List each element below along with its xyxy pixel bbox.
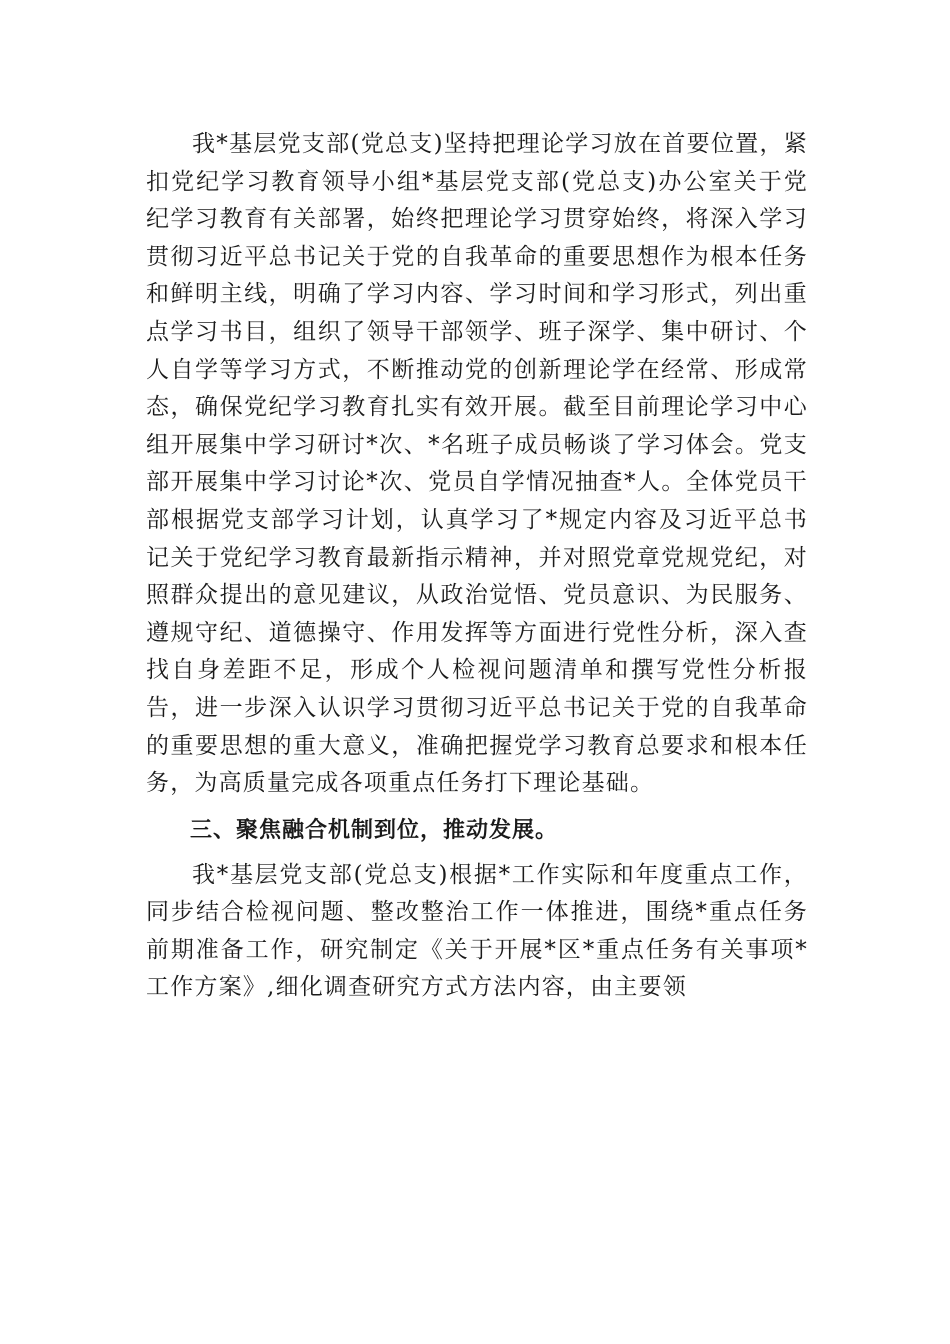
document-body bbox=[146, 126, 808, 1007]
paragraph-theory-study: 我*基层党支部(党总支)坚持把理论学习放在首要位置，紧扣党纪学习教育领导小组*基层党支部(党总支)办公室关于党纪学习教育有关部署，始终把理论学习贯穿始终，将深入学习贯彻习近平总书记关于党的自我革命的重要思想作为根本任务和鲜明主线，明确了学习内容、学习时间和学习形式，列出重点学习书目，组织了领导干部领学、班子深学、集中研讨、个人自学等学习方式，不断推动党的创新理论学在经常、形成常态，确保党纪学习教育扎实有效开展。截至目前理论学习中心组开展集中学习研讨*次、*名班子成员畅谈了学习体会。党支部开展集中学习讨论*次、党员自学情况抽查*人。全体党员干部根据党支部学习计划，认真学习了*规定内容及习近平总书记关于党纪学习教育最新指示精神，并对照党章党规党纪，对照群众提出的意见建议，从政治觉悟、党员意识、为民服务、遵规守纪、道德操守、作用发挥等方面进行党性分析，深入查找自身差距不足，形成个人检视问题清单和撰写党性分析报告，进一步深入认识学习贯彻习近平总书记关于党的自我革命的重要思想的重大意义，准确把握党学习教育总要求和根本任务，为高质量完成各项重点任务打下理论基础。 bbox=[146, 131, 808, 797]
section-heading-3: 三、聚焦融合机制到位，推动发展。 bbox=[190, 817, 559, 843]
paragraph-integration-mechanism: 我*基层党支部(党总支)根据*工作实际和年度重点工作，同步结合检视问题、整改整治工作一体推进，围绕*重点任务前期准备工作，研究制定《关于开展*区*重点任务有关事项*工作方案》,细化调查研究方式方法内容，由主要领 bbox=[146, 861, 808, 1001]
